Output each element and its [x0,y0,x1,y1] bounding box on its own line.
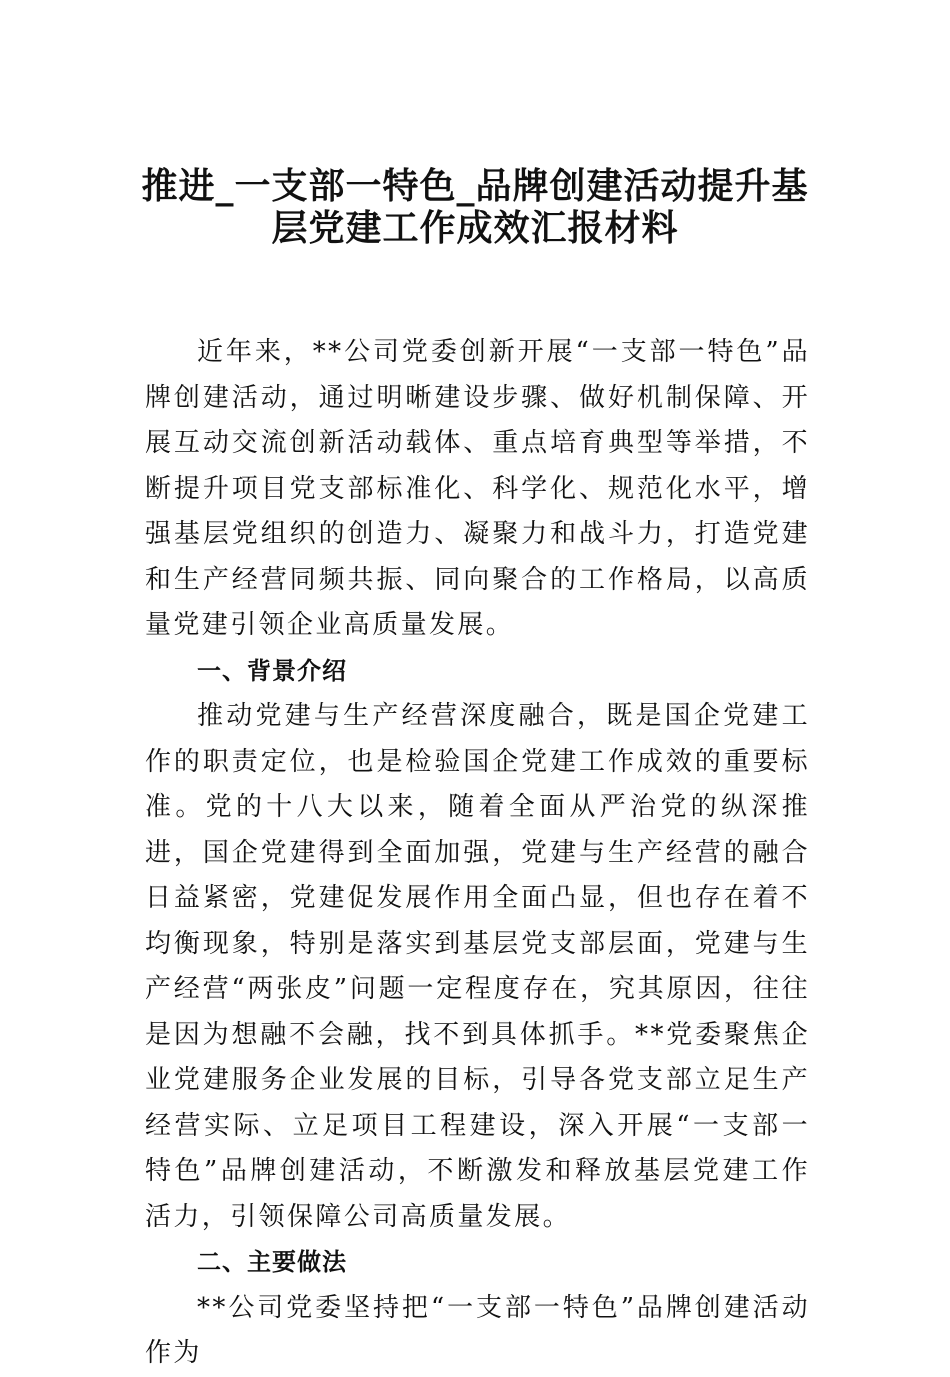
intro-paragraph: 近年来，**公司党委创新开展“一支部一特色”品牌创建活动，通过明晰建设步骤、做好机制保障、开展互动交流创新活动载体、重点培育典型等举措，不断提升项目党支部标准化、科学化、规范化水平，增强基层党组织的创造力、凝聚力和战斗力，打造党建和生产经营同频共振、同向聚合的工作格局，以高质量党建引领企业高质量发展。 [145,337,810,640]
main-practices-paragraph: **公司党委坚持把“一支部一特色”品牌创建活动作为 [145,1292,810,1368]
document-title-line-2: 层党建工作成效汇报材料 [271,208,679,249]
section-heading-background: 一、背景介绍 [197,656,347,685]
section-heading-main-practices: 二、主要做法 [197,1248,347,1276]
background-paragraph: 推动党建与生产经营深度融合，既是国企党建工作的职责定位，也是检验国企党建工作成效的重要标准。党的十八大以来，随着全面从严治党的纵深推进，国企党建得到全面加强，党建与生产经营的融合日益紧密，党建促发展作用全面凸显，但也存在着不均衡现象，特别是落实到基层党支部层面，党建与生产经营“两张皮”问题一定程度存在，究其原因，往往是因为想融不会融，找不到具体抓手。**党委聚焦企业党建服务企业发展的目标，引导各党支部立足生产经营实际、立足项目工程建设，深入开展“一支部一特色”品牌创建活动，不断激发和释放基层党建工作活力，引领保障公司高质量发展。 [145,701,810,1232]
document-body [145,330,810,1377]
document-title-line-1: 推进_一支部一特色_品牌创建活动提升基 [141,166,809,207]
